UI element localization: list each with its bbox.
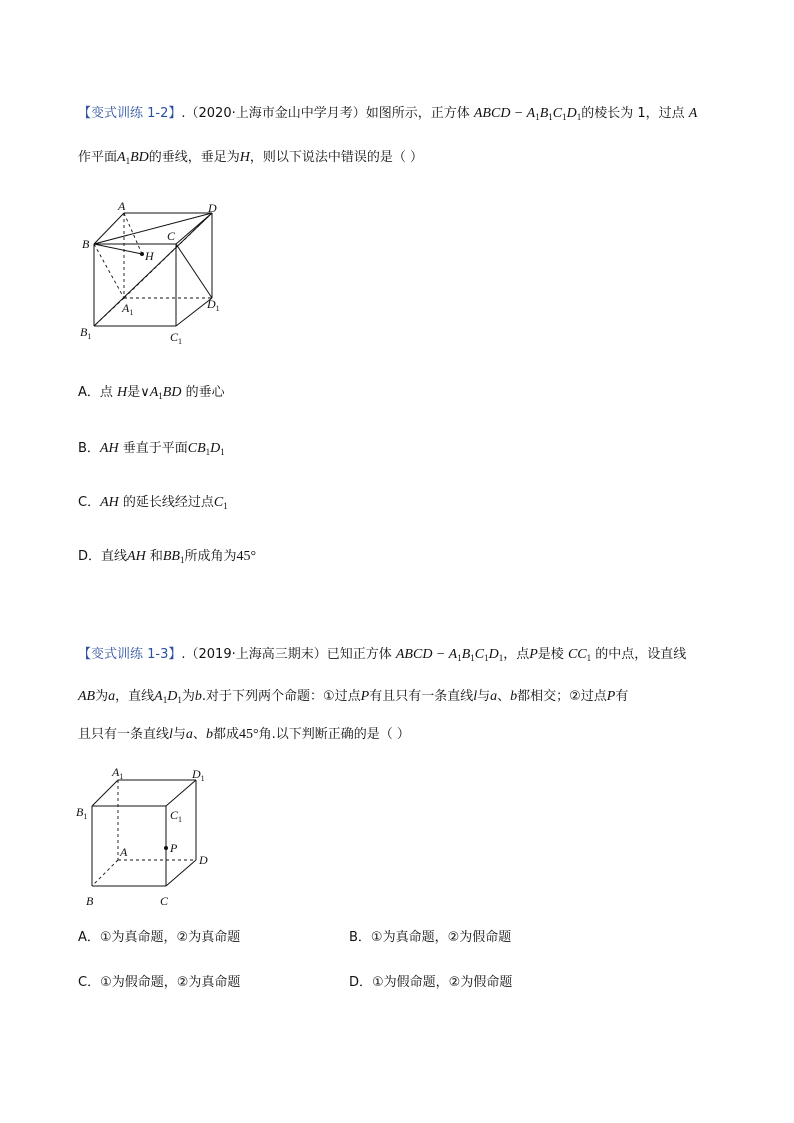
option-c-ah: AH: [100, 495, 119, 510]
problem-1-option-b[interactable]: [78, 439, 225, 462]
problem-1-line-2: [78, 148, 423, 171]
problem-1-option-c[interactable]: [78, 493, 228, 516]
var-l-2: l: [169, 727, 173, 742]
label-b1: $B_1$: [80, 325, 92, 341]
option-a-tri: $A_1BD$: [149, 385, 182, 401]
label-c: C: [160, 894, 169, 908]
point-p: P: [529, 647, 538, 662]
option-b-plane: $CB_1D_1$: [187, 441, 225, 457]
problem-2-source: .（2019·上海高三期末）已知正方体: [181, 647, 392, 662]
problem-1-line-1-mid: 的棱长为 1，过点: [581, 106, 685, 121]
label-a: A: [120, 845, 128, 859]
label-a1: $A_1$: [122, 301, 134, 317]
problem-2-l2-i: 有: [615, 689, 629, 704]
option-a-h: H: [117, 385, 128, 400]
problem-2-l3-c: 、: [192, 727, 206, 742]
label-b: B: [82, 237, 90, 251]
option-a-end: 的垂心: [185, 385, 225, 400]
edge-cc1-label: $CC_1$: [567, 647, 592, 663]
problem-1-line-1: [78, 104, 697, 127]
problem-1-line-2-start: 作平面: [78, 150, 118, 165]
problem-2-l3-e: 角.以下判断正确的是（ ）: [258, 727, 410, 742]
problem-1-line-2-end: ，则以下说法中错误的是（ ）: [249, 150, 424, 165]
point-h: H: [239, 150, 250, 165]
line-b-h: [94, 244, 142, 254]
problem-2-l2-a: 为: [95, 689, 109, 704]
cube-name: ABCD − $A_1B_1C_1D_1$: [473, 106, 582, 122]
angle-45: 45°: [238, 727, 259, 742]
label-c: C: [167, 229, 176, 243]
edge-cd: [166, 860, 196, 886]
option-d-ah: AH: [127, 549, 146, 564]
problem-2-l2-e: 有且只有一条直线: [369, 689, 474, 704]
line-a1-d: [124, 213, 212, 298]
problem-2-option-d[interactable]: D．①为假命题，②为假命题: [349, 975, 513, 990]
label-d: D: [199, 853, 208, 867]
problem-2-line-1: [78, 645, 686, 668]
option-a-mid: 是: [127, 385, 141, 400]
var-a: a: [108, 689, 116, 704]
option-b-prefix: B．: [78, 441, 100, 456]
problem-2-option-b[interactable]: B．①为真命题，②为假命题: [349, 930, 512, 945]
var-a-3: a: [185, 727, 193, 742]
point-p-2: P: [360, 689, 370, 704]
problem-1-option-d[interactable]: [78, 547, 256, 570]
problem-2-option-c[interactable]: C．①为假命题，②为真命题: [78, 975, 241, 990]
edge-ab: [92, 860, 118, 886]
label-d: D: [208, 201, 217, 215]
var-l: l: [473, 689, 478, 704]
line-a1d1-label: $A_1D_1$: [154, 689, 182, 705]
problem-2-l2-h: 都相交；②过点: [517, 689, 607, 704]
problem-2-line-2: [78, 687, 628, 710]
problem-2-line-1-mid: ，点: [503, 647, 530, 662]
problem-2-tag: 【变式训练 1-3】: [78, 647, 182, 662]
option-a-prefix: A．点: [78, 385, 113, 400]
var-b-3: b: [205, 727, 213, 742]
problem-2-line-1-end: 的中点，设直线: [595, 647, 687, 662]
label-b: B: [86, 894, 94, 908]
option-d-bb1: $BB_1$: [162, 549, 185, 565]
line-ab-label: AB: [78, 689, 96, 704]
var-b: b: [194, 689, 202, 704]
point-a: A: [688, 106, 698, 121]
option-d-end: 所成角为: [184, 549, 237, 564]
cube-name-2: ABCD − $A_1B_1C_1D_1$: [395, 647, 504, 663]
problem-1-option-a[interactable]: [78, 383, 225, 406]
figure-2: [70, 762, 230, 912]
figure-1: [74, 196, 234, 351]
problem-2-l2-b: ，直线: [115, 689, 155, 704]
label-b1: $B_1$: [76, 805, 88, 821]
problem-2-option-a[interactable]: A．①为真命题，②为真命题: [78, 930, 241, 945]
label-p: P: [170, 841, 178, 855]
label-c1: $C_1$: [170, 808, 183, 824]
option-c-c1: $C_1$: [213, 495, 228, 511]
edge-b1a1: [92, 780, 118, 806]
problem-2-l2-d: .对于下列两个命题：①过点: [201, 689, 361, 704]
label-c1: $C_1$: [170, 330, 183, 346]
option-d-and: 和: [149, 549, 163, 564]
point-p-dot: [164, 846, 168, 850]
option-d-angle: 45°: [236, 549, 257, 564]
var-a-2: a: [490, 689, 498, 704]
problem-2-l2-c: 为: [181, 689, 195, 704]
problem-2-l3-b: 与: [172, 727, 186, 742]
point-p-3: P: [606, 689, 616, 704]
option-d-prefix: D．直线: [78, 549, 128, 564]
option-b-ah: AH: [99, 441, 119, 456]
problem-1-source: .（2020·上海市金山中学月考）如图所示，正方体: [181, 106, 470, 121]
edge-d1c1: [166, 780, 196, 806]
problem-2-l2-g: 、: [497, 689, 511, 704]
label-d1: $D_1$: [192, 767, 205, 783]
option-b-mid: 垂直于平面: [122, 441, 188, 456]
problem-2-l3-d: 都成: [212, 727, 239, 742]
option-c-prefix: C．: [78, 495, 101, 510]
problem-2-line-1-mid2: 是棱: [537, 647, 564, 662]
plane-a1bd: $A_1BD$: [117, 150, 149, 166]
problem-1-line-2-mid: 的垂线，垂足为: [148, 150, 240, 165]
var-b-2: b: [510, 689, 518, 704]
problem-1-tag: 【变式训练 1-2】: [78, 106, 182, 121]
edge-ab: [94, 213, 124, 244]
problem-2-l3-a: 且只有一条直线: [78, 727, 170, 742]
line-b-a1: [94, 244, 124, 298]
point-h-dot: [140, 252, 144, 256]
label-a: A: [118, 199, 126, 213]
problem-2-line-3: [78, 725, 410, 745]
option-c-mid: 的延长线经过点: [122, 495, 214, 510]
label-h: H: [145, 249, 154, 263]
label-d1: $D_1$: [207, 297, 220, 313]
label-a1: $A_1$: [112, 765, 124, 781]
triangle-symbol: ∨: [140, 385, 150, 400]
problem-2-l2-f: 与: [477, 689, 491, 704]
line-c-d1: [176, 244, 212, 298]
